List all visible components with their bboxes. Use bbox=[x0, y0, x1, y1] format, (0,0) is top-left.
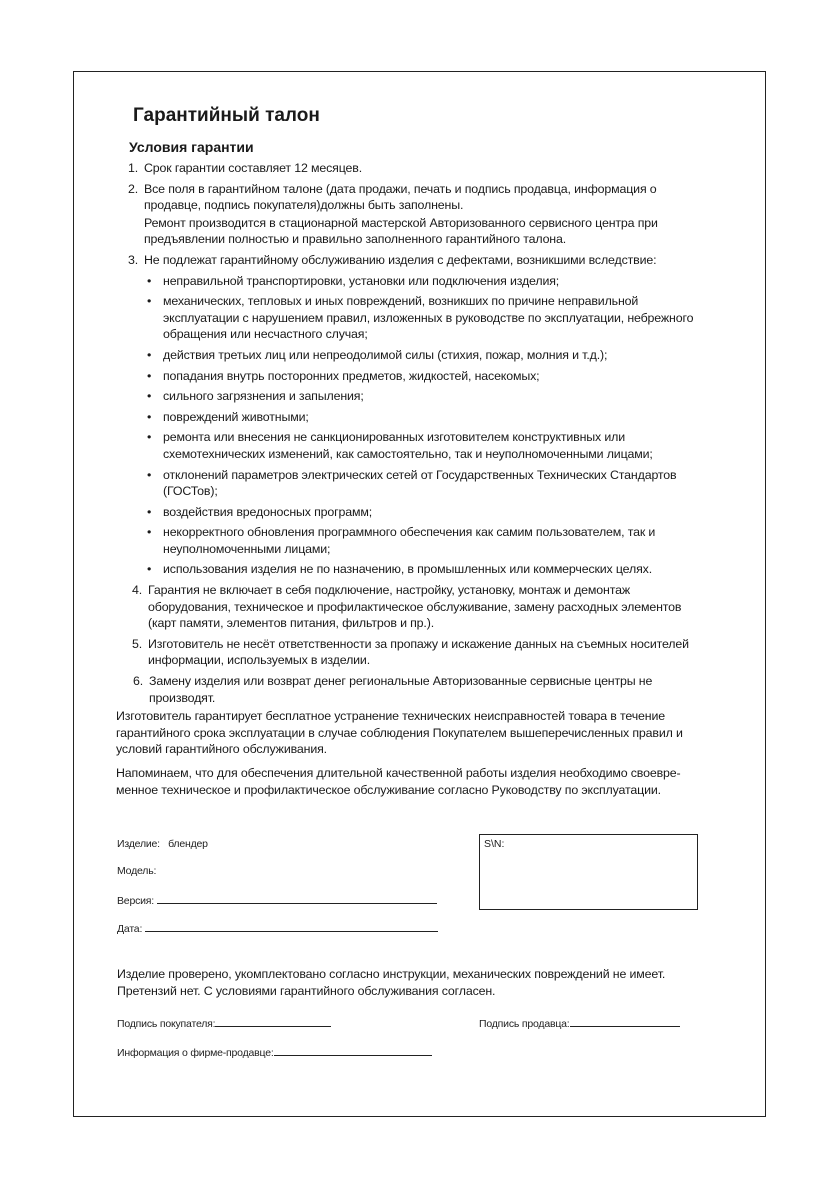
condition-item-3: 3. Не подлежат гарантийному обслуживанию изделия с дефектами, возникшими вследствие: bbox=[127, 252, 657, 267]
date-input-line[interactable] bbox=[145, 921, 438, 932]
seller-signature-line[interactable] bbox=[570, 1016, 680, 1027]
serial-number-box[interactable] bbox=[479, 834, 698, 910]
firm-info-line[interactable] bbox=[274, 1045, 432, 1056]
page-title: Гарантийный талон bbox=[133, 105, 320, 126]
defect-list-item: • использования изделия не по назначению, в промышленных или коммерческих целях. bbox=[147, 562, 652, 577]
bullet-icon: • bbox=[147, 389, 152, 404]
condition-item-2: 2. Все поля в гарантийном талоне (дата продажи, печать и подпись продавца, информация о продавце, подпись покупателя)должны быть заполнены. Ремонт производится в стационарной мастерской Авторизованного сервисного центра при предъявлении полностью и правильно заполненного гарантийного талона. bbox=[127, 181, 658, 247]
bullet-icon: • bbox=[147, 430, 152, 445]
serial-number-label: S\N: bbox=[484, 838, 505, 850]
bullet-icon: • bbox=[147, 294, 152, 309]
defect-list-item: • неправильной транспортировки, установки или подключения изделия; bbox=[147, 273, 560, 288]
defect-list-item: • попадания внутрь посторонних предметов, жидкостей, насекомых; bbox=[147, 368, 540, 383]
bullet-icon: • bbox=[147, 525, 152, 540]
bullet-icon: • bbox=[147, 562, 152, 577]
warranty-content bbox=[116, 104, 696, 798]
defect-list bbox=[116, 273, 696, 579]
condition-item-4: 4. Гарантия не включает в себя подключение, настройку, установку, монтаж и демонтаж оборудования, техническое и профилактическое обслуживание, замену расходных элементов (карт памяти, элементов питания, фильтров и пр.). bbox=[131, 583, 682, 631]
conditions-heading: Условия гарантии bbox=[129, 139, 254, 155]
bullet-icon: • bbox=[147, 467, 152, 482]
maintenance-paragraph: Напоминаем, что для обеспечения длительной качественной работы изделия необходимо своевре-менное техническое и профилактическое обслуживание согласно Руководству по эксплуатации. bbox=[116, 766, 681, 797]
condition-item-6: 6. Замену изделия или возврат денег региональные Авторизованные сервисные центры не производят. bbox=[132, 674, 653, 705]
model-label: Модель: bbox=[117, 865, 157, 877]
defect-list-item: • сильного загрязнения и запыления; bbox=[147, 389, 364, 404]
bullet-icon: • bbox=[147, 409, 152, 424]
product-value: блендер bbox=[168, 838, 208, 850]
guarantee-paragraph: Изготовитель гарантирует бесплатное устранение технических неисправностей товара в течение гарантийного срока эксплуатации в случае соблюдения Покупателем вышеперечисленных правил и условий гарантийного обслуживания. bbox=[116, 709, 683, 757]
version-input-line[interactable] bbox=[157, 893, 437, 904]
bullet-icon: • bbox=[147, 504, 152, 519]
defect-list-item: • повреждений животными; bbox=[147, 409, 309, 424]
defect-list-item: • механических, тепловых и иных повреждений, возникших по причине неправильной эксплуатации с нарушением правил, изложенных в руководстве по эксплуатации, небрежного обращения или несчастного случая; bbox=[147, 294, 694, 342]
date-field: Дата: bbox=[117, 921, 438, 935]
bullet-icon: • bbox=[147, 368, 152, 383]
seller-signature-field: Подпись продавца: bbox=[479, 1016, 680, 1030]
firm-info-field: Информация о фирме-продавце: bbox=[117, 1045, 432, 1059]
product-field: Изделие: блендер bbox=[117, 838, 208, 850]
version-field: Версия: bbox=[117, 893, 437, 907]
defect-list-item: • отклонений параметров электрических сетей от Государственных Технических Стандартов (ГОСТов); bbox=[147, 467, 677, 499]
condition-item-1: 1. Срок гарантии составляет 12 месяцев. bbox=[127, 161, 363, 175]
bullet-icon: • bbox=[147, 273, 152, 288]
defect-list-item: • воздействия вредоносных программ; bbox=[147, 504, 373, 519]
buyer-signature-field: Подпись покупателя: bbox=[117, 1016, 331, 1030]
bullet-icon: • bbox=[147, 347, 152, 362]
condition-item-5: 5. Изготовитель не несёт ответственности за пропажу и искажение данных на съемных носителей информации, используемых в изделии. bbox=[131, 636, 689, 668]
defect-list-item: • ремонта или внесения не санкционированных изготовителем конструктивных или схемотехнических изменений, как самостоятельно, так и неуполномоченными лицами; bbox=[147, 430, 653, 461]
buyer-signature-line[interactable] bbox=[215, 1016, 331, 1027]
defect-list-item: • действия третьих лиц или непреодолимой силы (стихия, пожар, молния и т.д.); bbox=[147, 347, 608, 362]
acceptance-statement: Изделие проверено, укомплектовано согласно инструкции, механических повреждений не имеет. Претензий нет. С условиями гарантийного обслуживания согласен. bbox=[117, 967, 666, 998]
defect-list-item: • некорректного обновления программного обеспечения как самим пользователем, так и неуполномоченными лицами; bbox=[147, 525, 656, 556]
